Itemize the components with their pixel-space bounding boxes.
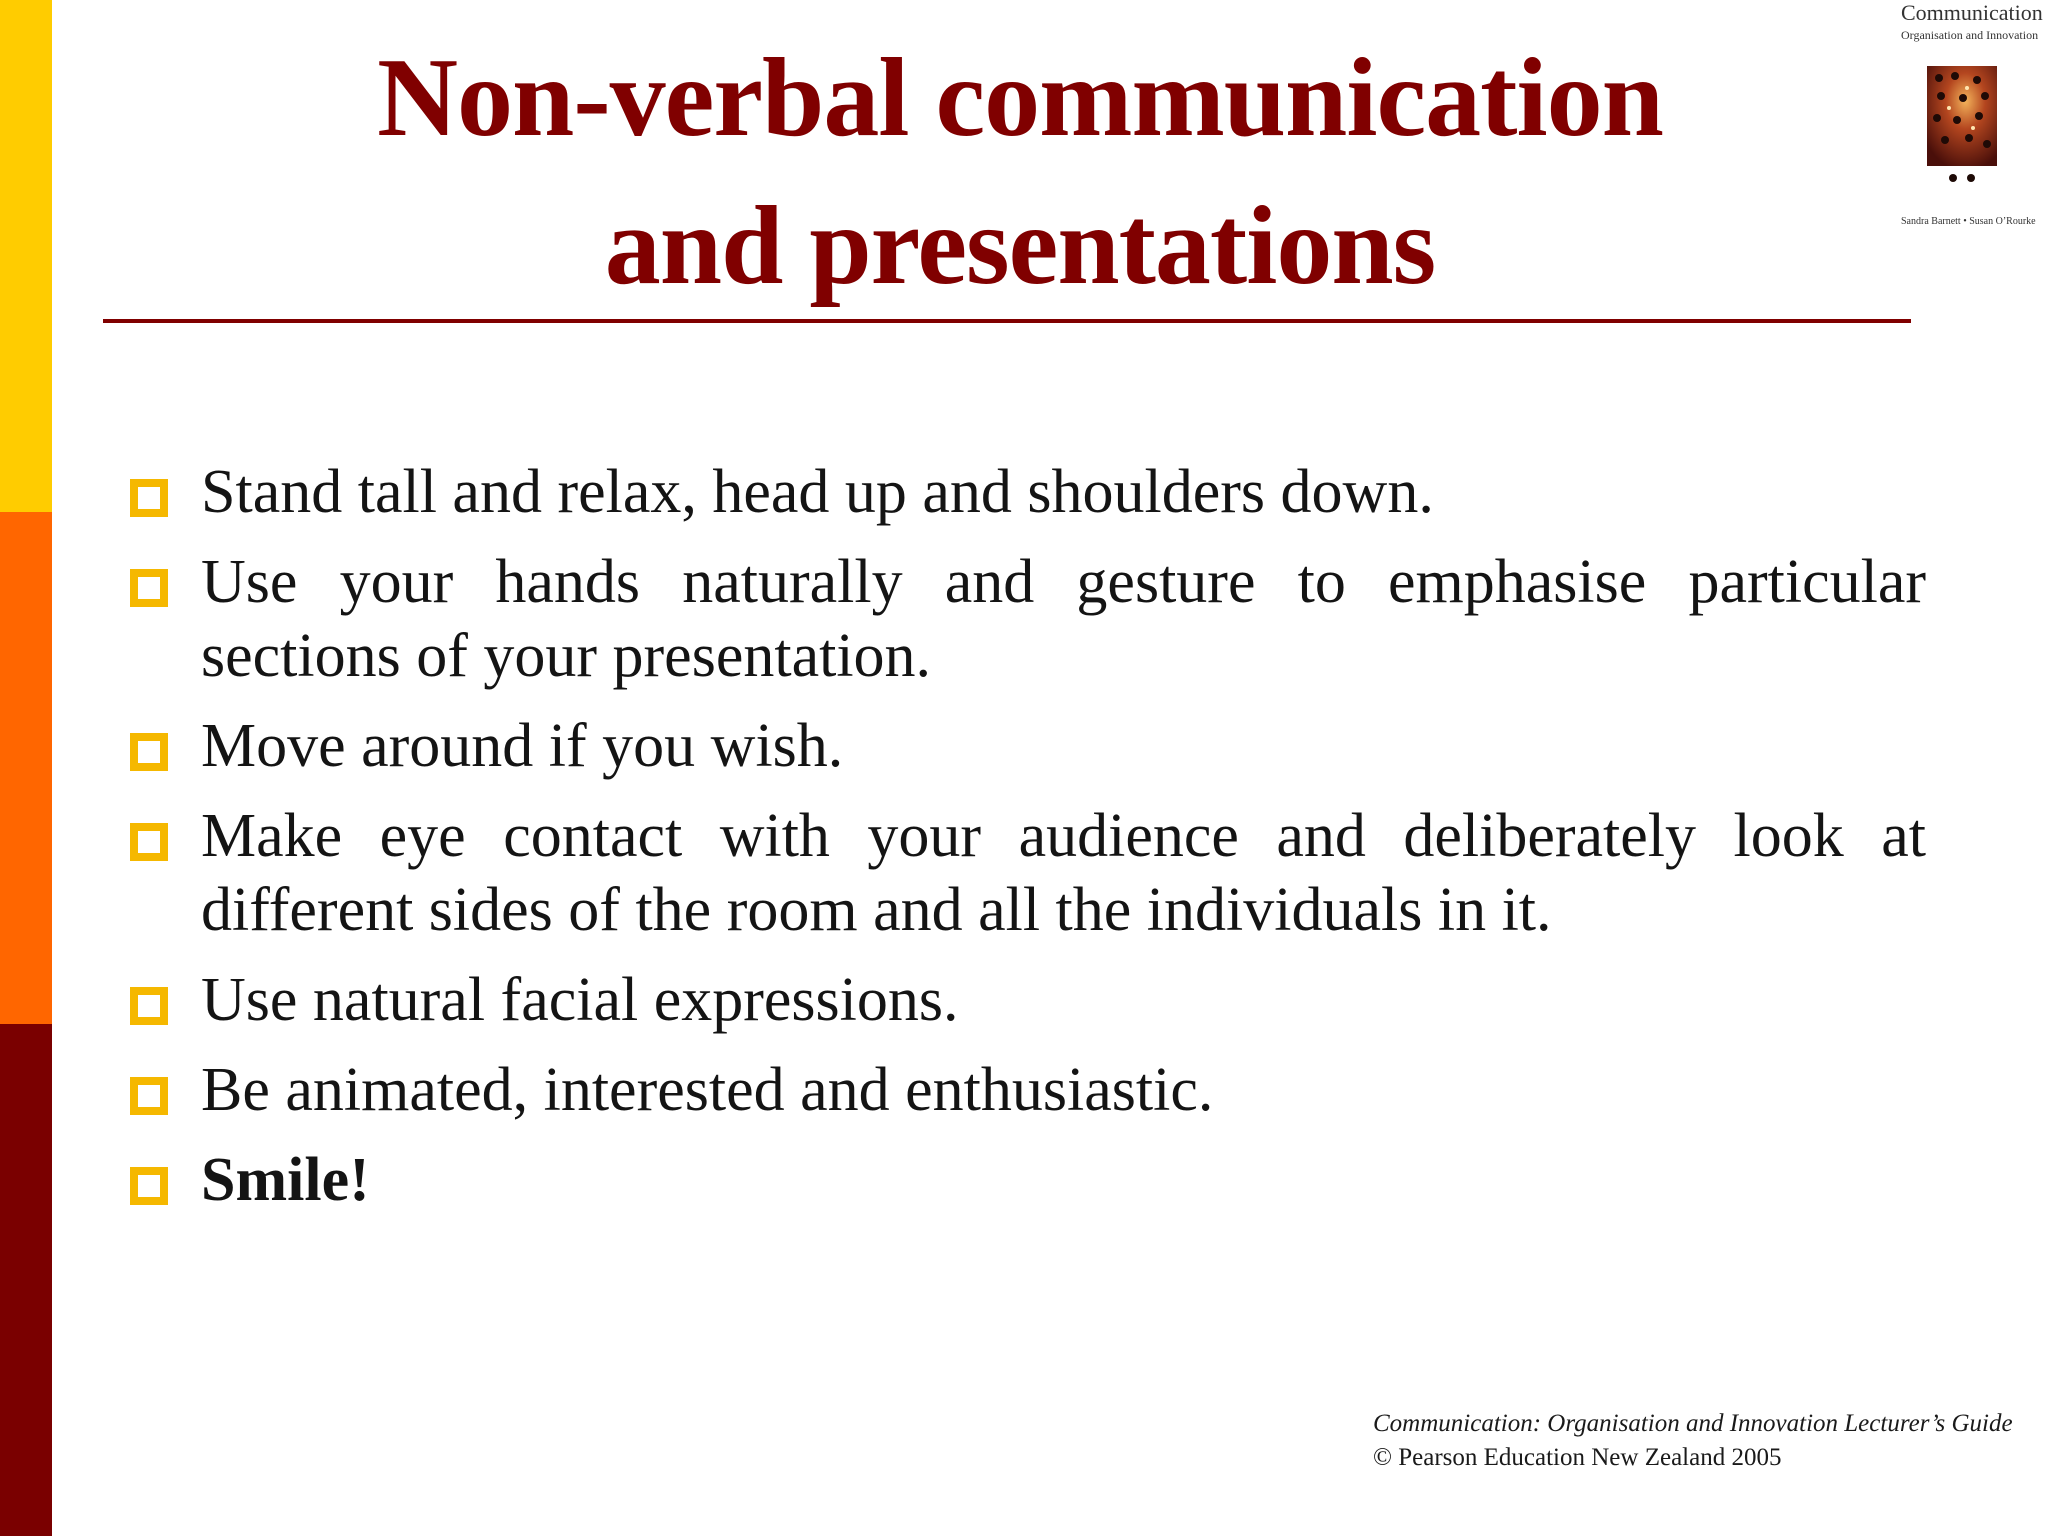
- bullet-item: [126, 963, 1926, 1037]
- bullet-item: [126, 1053, 1926, 1127]
- bullet-text: Stand tall and relax, head up and shoulders down.: [201, 458, 1434, 526]
- bullet-text: Make eye contact with your audience and deliberately look at different sides of the room and all the individuals in it.: [201, 802, 1926, 944]
- bullet-text: Smile!: [201, 1146, 370, 1214]
- logo-subtitle: Organisation and Innovation: [1901, 28, 2039, 42]
- bullet-item: [126, 545, 1926, 693]
- logo-title: Communication: [1901, 0, 2043, 25]
- bullet-list: [126, 455, 1926, 1233]
- slide-footer: [1373, 1407, 2013, 1475]
- bullet-text: Be animated, interested and enthusiastic.: [201, 1056, 1214, 1124]
- bullet-item: [126, 709, 1926, 783]
- slide-title-line-2: and presentations: [604, 184, 1436, 308]
- bullet-item: [126, 1143, 1926, 1217]
- square-bullet-icon: [130, 479, 168, 517]
- book-cover-logo: [1893, 0, 2048, 235]
- book-cover-image: [1927, 66, 1997, 184]
- bar-segment-maroon: [0, 1024, 52, 1536]
- square-bullet-icon: [130, 569, 168, 607]
- bar-segment-orange: [0, 512, 52, 1024]
- bullet-text: Use your hands naturally and gesture to emphasise particular sections of your presentation.: [201, 548, 1926, 690]
- square-bullet-icon: [130, 823, 168, 861]
- bullet-item: [126, 455, 1926, 529]
- bar-segment-yellow: [0, 0, 52, 512]
- slide-title: [200, 24, 1840, 320]
- left-color-bar: [0, 0, 52, 1536]
- title-underline: [103, 319, 1911, 323]
- bullet-item: [126, 799, 1926, 947]
- square-bullet-icon: [130, 1167, 168, 1205]
- logo-authors: Sandra Barnett • Susan O’Rourke: [1901, 216, 2036, 227]
- square-bullet-icon: [130, 987, 168, 1025]
- footer-copyright: © Pearson Education New Zealand 2005: [1373, 1444, 1782, 1471]
- square-bullet-icon: [130, 733, 168, 771]
- square-bullet-icon: [130, 1077, 168, 1115]
- slide-title-line-1: Non-verbal communication: [377, 36, 1663, 160]
- bullet-text: Use natural facial expressions.: [201, 966, 959, 1034]
- footer-book-title: Communication: Organisation and Innovation Lecturer’s Guide: [1373, 1410, 2013, 1437]
- bullet-text: Move around if you wish.: [201, 712, 844, 780]
